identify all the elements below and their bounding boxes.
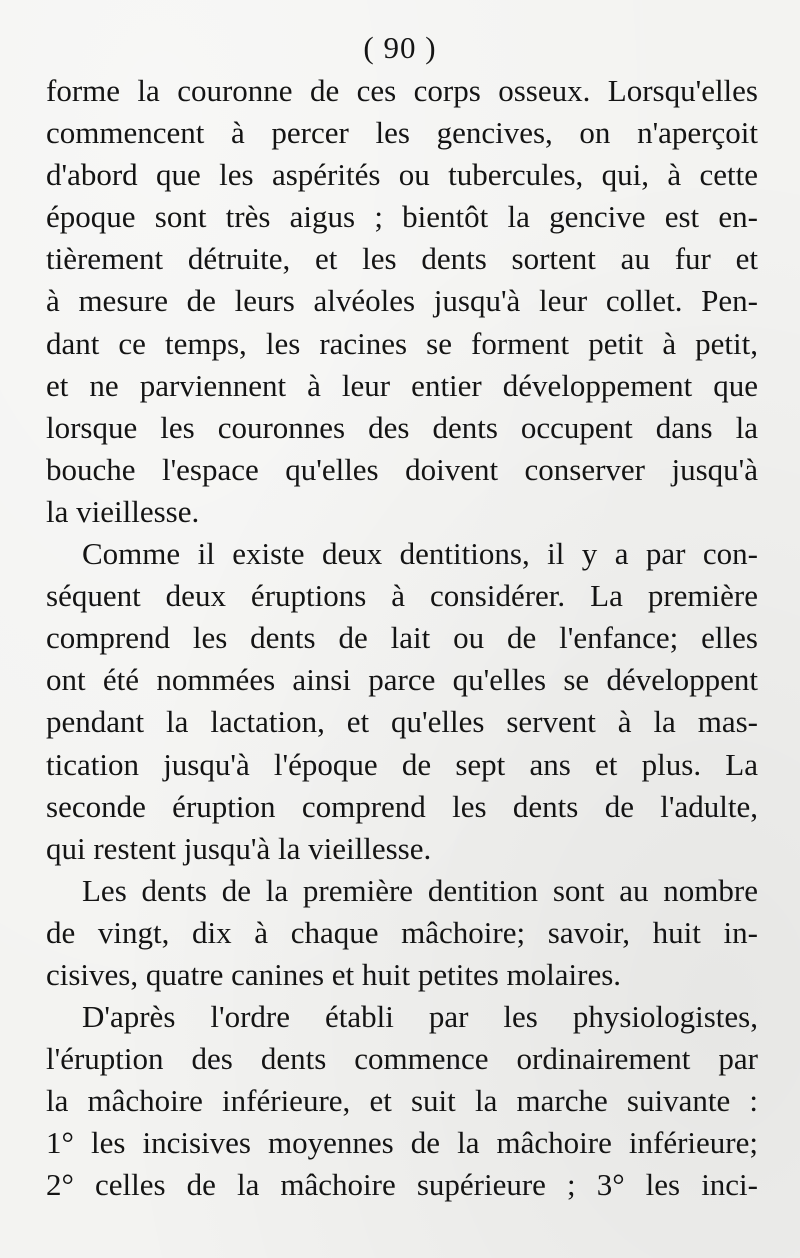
page-number: ( 90 ) — [363, 30, 437, 65]
text-line: tièrement détruite, et les dents sortent au fur et — [46, 241, 758, 277]
paragraph-2 — [46, 533, 758, 870]
text-line: Les dents de la première dentition sont au nombre — [82, 872, 758, 908]
text-line: qui restent jusqu'à la vieillesse. — [46, 830, 432, 866]
body-text — [46, 70, 758, 1207]
text-line: comprend les dents de lait ou de l'enfance; elles — [46, 620, 758, 656]
text-line: la vieillesse. — [46, 493, 200, 529]
text-line: de vingt, dix à chaque mâchoire; savoir, huit in- — [46, 914, 758, 950]
text-line: seconde éruption comprend les dents de l'adulte, — [46, 788, 758, 824]
text-line: et ne parviennent à leur entier développement que — [46, 367, 758, 403]
text-line: lorsque les couronnes des dents occupent dans la — [46, 409, 758, 445]
text-line: à mesure de leurs alvéoles jusqu'à leur collet. Pen- — [46, 283, 758, 319]
text-line: la mâchoire inférieure, et suit la marche suivante : — [46, 1083, 758, 1119]
text-line: ont été nommées ainsi parce qu'elles se développent — [46, 662, 758, 698]
text-line: séquent deux éruptions à considérer. La première — [46, 578, 758, 614]
paragraph-1 — [46, 70, 758, 533]
text-line: forme la couronne de ces corps osseux. Lorsqu'elles — [46, 73, 758, 108]
text-line: bouche l'espace qu'elles doivent conserver jusqu'à — [46, 451, 758, 487]
paragraph-4 — [46, 996, 758, 1206]
text-line: tication jusqu'à l'époque de sept ans et plus. La — [46, 746, 758, 782]
text-line: commencent à percer les gencives, on n'aperçoit — [46, 115, 758, 151]
text-line: 1° les incisives moyennes de la mâchoire inférieure; — [46, 1125, 758, 1161]
text-line: époque sont très aigus ; bientôt la gencive est en- — [46, 199, 758, 235]
text-line: dant ce temps, les racines se forment petit à petit, — [46, 325, 758, 361]
paragraph-3 — [46, 870, 758, 996]
text-line: pendant la lactation, et qu'elles servent à la mas- — [46, 704, 758, 740]
text-line: cisives, quatre canines et huit petites molaires. — [46, 956, 622, 992]
text-line: D'après l'ordre établi par les physiologistes, — [82, 999, 758, 1035]
text-line: l'éruption des dents commence ordinairement par — [46, 1041, 758, 1077]
text-line: 2° celles de la mâchoire supérieure ; 3° les inci- — [46, 1167, 758, 1203]
text-line: Comme il existe deux dentitions, il y a par con- — [82, 536, 758, 572]
text-line: d'abord que les aspérités ou tubercules, qui, à cette — [46, 157, 758, 193]
